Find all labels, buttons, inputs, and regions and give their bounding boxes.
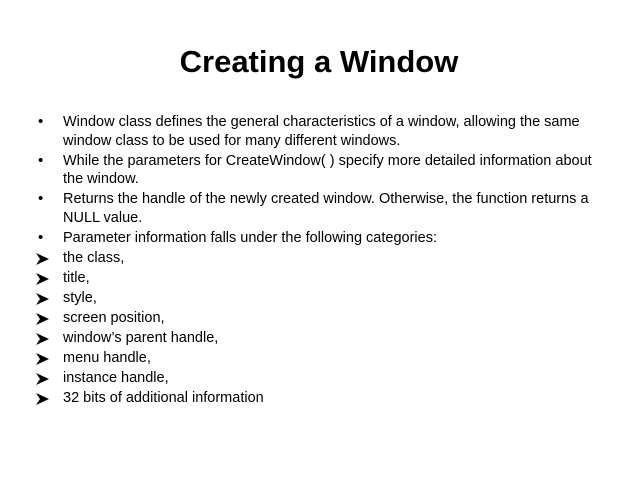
sub-bullet-item	[36, 269, 606, 288]
bullet-item	[36, 190, 606, 227]
slide-title: Creating a Window	[179, 44, 459, 79]
sub-bullet-text: window’s parent handle,	[63, 329, 219, 346]
arrow-bullet-icon	[36, 253, 49, 265]
arrow-bullet-icon	[36, 313, 49, 325]
bullet-dot-icon: •	[38, 228, 44, 246]
sub-bullet-item	[36, 309, 606, 328]
bullet-dot-icon: •	[38, 151, 44, 169]
arrow-bullet-icon	[36, 393, 49, 405]
bullet-list	[36, 113, 606, 409]
sub-bullet-item	[36, 249, 606, 268]
arrow-bullet-icon	[36, 293, 49, 305]
arrow-bullet-icon	[36, 373, 49, 385]
sub-bullet-text: title,	[63, 269, 90, 286]
arrow-bullet-icon	[36, 273, 49, 285]
arrow-bullet-icon	[36, 353, 49, 365]
bullet-dot-icon: •	[38, 113, 44, 130]
sub-bullet-item	[36, 329, 606, 348]
bullet-item	[36, 229, 606, 248]
arrow-bullet-icon	[36, 333, 49, 345]
sub-bullet-text: instance handle,	[63, 369, 169, 386]
bullet-text: While the parameters for CreateWindow( ) specify more detailed information about the window.	[63, 152, 592, 187]
sub-bullet-text: menu handle,	[63, 349, 151, 366]
bullet-text: Window class defines the general characteristics of a window, allowing the same window class to be used for many different windows.	[63, 114, 580, 149]
bullet-text: Returns the handle of the newly created window. Otherwise, the function returns a NULL value.	[63, 191, 589, 226]
sub-bullet-item	[36, 389, 606, 408]
sub-bullet-text: style,	[63, 289, 97, 306]
bullet-item	[36, 152, 606, 189]
sub-bullet-text: the class,	[63, 249, 125, 266]
sub-bullet-item	[36, 369, 606, 388]
sub-bullet-item	[36, 289, 606, 308]
sub-bullet-text: screen position,	[63, 309, 165, 326]
bullet-dot-icon: •	[38, 190, 44, 207]
sub-bullet-item	[36, 349, 606, 368]
sub-bullet-text: 32 bits of additional information	[63, 389, 264, 406]
bullet-item	[36, 113, 606, 150]
bullet-text: Parameter information falls under the following categories:	[63, 229, 437, 246]
